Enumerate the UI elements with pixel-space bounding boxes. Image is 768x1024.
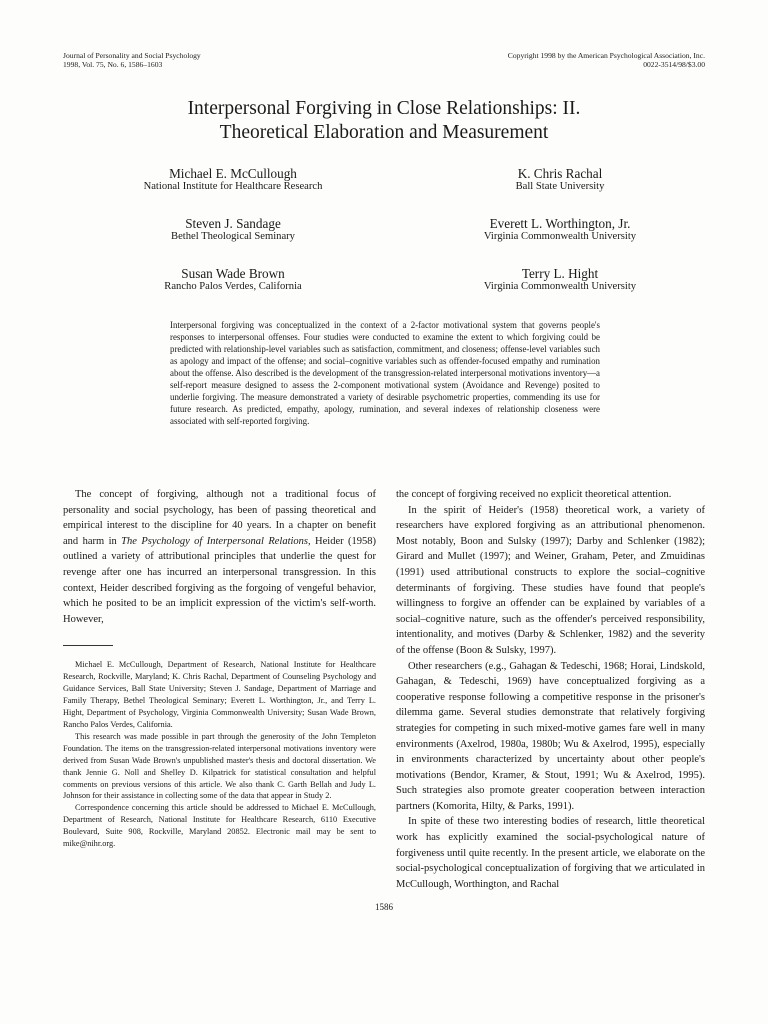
- author-affiliation: Rancho Palos Verdes, California: [164, 281, 302, 292]
- copyright-notice: [508, 52, 705, 69]
- title-line-1: Interpersonal Forgiving in Close Relationships: II.: [187, 98, 581, 119]
- body-text: The concept of forgiving, although not a traditional focus of personality and social psychology, has been of passing theoretical and empirical interest to the discipline for 40 years. In a chapter on benefit and harm in: [63, 489, 376, 547]
- author-name: Steven J. Sandage: [185, 216, 281, 231]
- page-number: 1586: [375, 902, 393, 912]
- author-note: [63, 659, 376, 850]
- title-line-2: Theoretical Elaboration and Measurement: [219, 122, 549, 143]
- author-name: Everett L. Worthington, Jr.: [489, 216, 631, 231]
- issn-line: 0022-3514/98/$3.00: [643, 59, 705, 69]
- journal-name: Journal of Personality and Social Psychology: [63, 51, 201, 60]
- author-name: Terry L. Hight: [521, 266, 599, 281]
- footnote-paragraph: Correspondence concerning this article should be addressed to Michael E. McCullough, Department of Research, National Institute for Healthcare Research, 6110 Executive Boulevard, Suite 908, Rockville, Maryland 20852. Electronic mail may be sent to mike@nihr.org.: [63, 803, 376, 849]
- author-affiliation: National Institute for Healthcare Research: [143, 181, 323, 192]
- body-paragraph: [63, 487, 376, 627]
- article-title: [0, 97, 768, 145]
- body-paragraph: the concept of forgiving received no explicit theoretical attention.: [396, 489, 672, 500]
- author-affiliation: Bethel Theological Seminary: [171, 231, 295, 242]
- footnote-divider: [63, 645, 113, 646]
- author-name: Michael E. McCullough: [169, 166, 297, 181]
- copyright-line: Copyright 1998 by the American Psychological Association, Inc.: [507, 51, 705, 60]
- author-block: [108, 266, 358, 293]
- author-block: [440, 216, 680, 243]
- body-paragraph: Other researchers (e.g., Gahagan & Tedeschi, 1968; Horai, Lindskold, Gahagan, & Tedeschi, 1969) have conceptualized forgiving as a cooperative response following a competitive response in the prisoner's dilemma game. Several studies demonstrate that relatively forgiving strategies for competing in such mixed-motive games fare well in many environments (Axelrod, 1980a, 1980b; Wu & Axelrod, 1995), especially in environments characterized by uncertainty about other people's motivations (Bendor, Kramer, & Stout, 1991; Wu & Axelrod, 1995). Such strategies also promote greater cooperation between interaction partners (Komorita, Hilty, & Parks, 1991).: [396, 660, 705, 812]
- author-name: K. Chris Rachal: [517, 166, 603, 181]
- body-paragraph: In the spirit of Heider's (1958) theoretical work, a variety of researchers have explored forgiving as an attributional phenomenon. Most notably, Boon and Sulsky (1997); Darby and Schlenker (1982); Girard and Mullet (1997); and Weiner, Graham, Peter, and Zmuidinas (1991) used attributional constructs to explore the social–cognitive determinants of forgiving. These studies have found that people's willingness to forgive an offender can be explained by variables of a social–cognitive nature, such as the offender's perceived responsibility, intentionality, and motives (Darby & Schlenker, 1982) and the severity of the offense (Boon & Sulsky, 1997).: [396, 504, 705, 656]
- author-block: [440, 166, 680, 193]
- journal-volume: 1998, Vol. 75, No. 6, 1586–1603: [63, 59, 163, 69]
- book-title: The Psychology of Interpersonal Relations,: [121, 535, 311, 547]
- author-block: [440, 266, 680, 293]
- author-affiliation: Ball State University: [515, 181, 605, 192]
- journal-citation: [63, 52, 201, 69]
- abstract: Interpersonal forgiving was conceptualized in the context of a 2-factor motivational system that governs people's responses to interpersonal offenses. Four studies were conducted to examine the extent to which forgiving could be predicted with relationship-level variables such as satisfaction, commitment, and closeness; offense-level variables such as apology and impact of the offense; and social–cognitive variables such as offender-focused empathy and rumination about the offense. Also described is the development of the transgression-related interpersonal motivations inventory—a self-report measure designed to assess the 2-component motivational system (Avoidance and Revenge) posited to underlie forgiving. The measure demonstrated a variety of desirable psychometric properties, commending its use for future research. As predicted, empathy, apology, rumination, and several indexes of relationship closeness were associated with self-reported forgiving.: [170, 320, 600, 427]
- footnote-paragraph: Michael E. McCullough, Department of Research, National Institute for Healthcare Research, Rockville, Maryland; K. Chris Rachal, Department of Counseling Psychology and Guidance Services, Ball State University; Steven J. Sandage, Department of Marriage and Family Therapy, Bethel Theological Seminary; Everett L. Worthington, Jr., and Terry L. Hight, Department of Psychology, Virginia Commonwealth University; Susan Wade Brown, Rancho Palos Verdes, California.: [63, 660, 376, 729]
- body-paragraph: In spite of these two interesting bodies of research, little theoretical work has explicitly examined the social-psychological nature of forgiveness until quite recently. In the present article, we elaborate on the social-psychological conceptualization of forgiving that we articulated in McCullough, Worthington, and Rachal: [396, 816, 705, 890]
- author-name: Susan Wade Brown: [181, 266, 285, 281]
- author-affiliation: Virginia Commonwealth University: [483, 231, 637, 242]
- author-block: [108, 166, 358, 193]
- body-column-left: [63, 487, 376, 627]
- author-block: [108, 216, 358, 243]
- author-affiliation: Virginia Commonwealth University: [483, 281, 637, 292]
- footnote-paragraph: This research was made possible in part through the generosity of the John Templeton Foundation. The items on the transgression-related interpersonal motivations inventory were derived from Susan Wade Brown's unpublished master's thesis and doctoral dissertation. We thank Jennie G. Noll and Shelley D. Kilpatrick for statistical consultation and helpful comments on previous versions of this article. We also thank C. Garth Bellah and Judy L. Johnson for their assistance in collecting some of the data that appear in Study 2.: [63, 731, 376, 801]
- body-column-right: [396, 487, 705, 892]
- body-text: Heider (1958) outlined a variety of attributional principles that underlie the quest for revenge after one has incurred an interpersonal transgression. In this context, Heider described forgiving as the forgoing of vengeful behavior, which he posited to be an implicit expression of the victim's self-worth. However,: [63, 535, 377, 625]
